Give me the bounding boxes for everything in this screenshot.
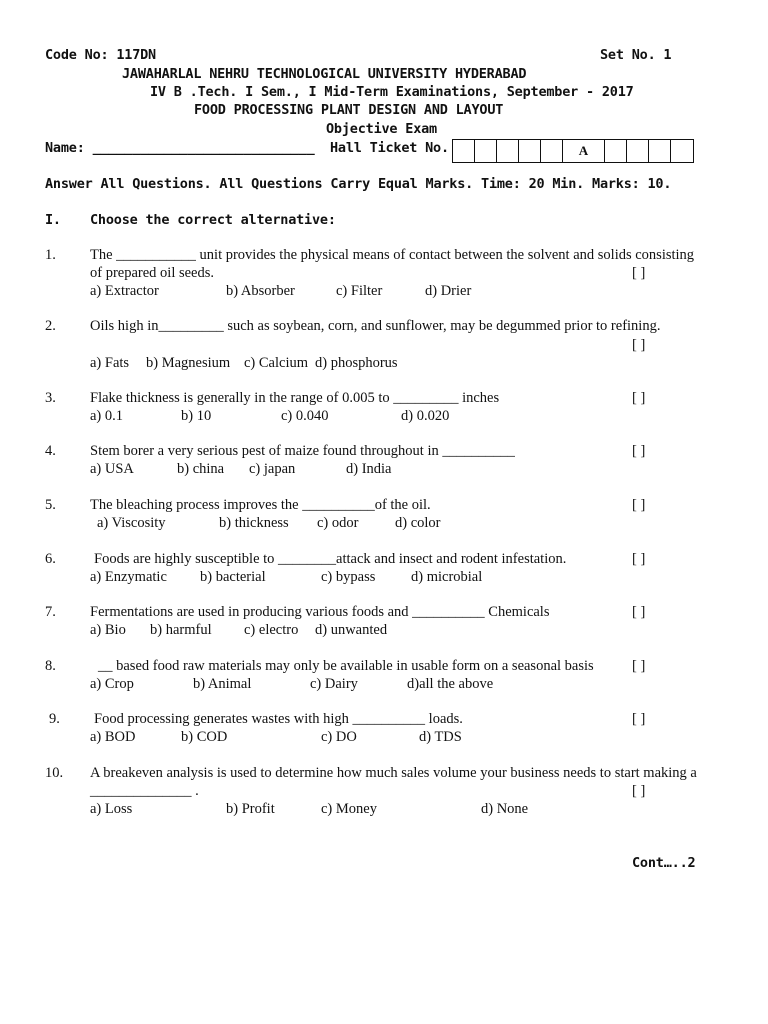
option-d[interactable]: d) microbial: [411, 569, 483, 585]
question-number: 2.: [45, 318, 56, 334]
answer-bracket[interactable]: [ ]: [632, 390, 646, 406]
question-text: Flake thickness is generally in the range of 0.005 to _________ inches: [90, 390, 500, 406]
option-d[interactable]: d) 0.020: [401, 408, 450, 424]
instructions: Answer All Questions. All Questions Carry Equal Marks. Time: 20 Min. Marks: 10.: [45, 176, 672, 192]
question-text: The ___________ unit provides the physical means of contact between the solvent and solids consisting: [90, 247, 695, 263]
option-b[interactable]: b) Absorber: [226, 283, 295, 299]
set-number: Set No. 1: [600, 47, 672, 63]
university-name: JAWAHARLAL NEHRU TECHNOLOGICAL UNIVERSITY HYDERABAD: [122, 66, 527, 82]
code-number: Code No: 117DN: [45, 47, 156, 63]
hall-ticket-cell[interactable]: A: [563, 140, 605, 162]
section-number: I.: [45, 212, 61, 228]
option-c[interactable]: c) odor: [317, 515, 359, 531]
hall-ticket-cell[interactable]: [519, 140, 541, 162]
answer-bracket[interactable]: [ ]: [632, 265, 646, 281]
option-d[interactable]: d) Drier: [425, 283, 472, 299]
question-text: Fermentations are used in producing various foods and __________ Chemicals: [90, 604, 550, 620]
option-b[interactable]: b) Profit: [226, 801, 275, 817]
option-b[interactable]: b) thickness: [219, 515, 289, 531]
option-a[interactable]: a) Bio: [90, 622, 126, 638]
exam-type: Objective Exam: [326, 121, 437, 137]
hall-ticket-cell[interactable]: [475, 140, 497, 162]
option-c[interactable]: c) Calcium: [244, 355, 309, 371]
option-a[interactable]: a) Viscosity: [97, 515, 166, 531]
question-number: 5.: [45, 497, 56, 513]
question-number: 8.: [45, 658, 56, 674]
hall-ticket-cell[interactable]: [541, 140, 563, 162]
question-text: Foods are highly susceptible to ________attack and insect and rodent infestation.: [94, 551, 567, 567]
option-b[interactable]: b) bacterial: [200, 569, 266, 585]
question-number: 7.: [45, 604, 56, 620]
option-b[interactable]: b) 10: [181, 408, 212, 424]
name-field[interactable]: Name: ____________________________: [45, 140, 315, 156]
option-d[interactable]: d) unwanted: [315, 622, 388, 638]
option-a[interactable]: a) Crop: [90, 676, 134, 692]
question-text: __ based food raw materials may only be available in usable form on a seasonal basis: [98, 658, 594, 674]
question-text-continued: ______________ .: [90, 783, 199, 799]
question-text: Stem borer a very serious pest of maize found throughout in __________: [90, 443, 515, 459]
question-text: Oils high in_________ such as soybean, corn, and sunflower, may be degummed prior to refining.: [90, 318, 661, 334]
option-a[interactable]: a) 0.1: [90, 408, 124, 424]
option-d[interactable]: d) TDS: [419, 729, 462, 745]
hall-ticket-cell[interactable]: [453, 140, 475, 162]
option-c[interactable]: c) DO: [321, 729, 357, 745]
answer-bracket[interactable]: [ ]: [632, 604, 646, 620]
option-d[interactable]: d) phosphorus: [315, 355, 398, 371]
hall-ticket-cell[interactable]: [671, 140, 693, 162]
answer-bracket[interactable]: [ ]: [632, 443, 646, 459]
option-c[interactable]: c) Dairy: [310, 676, 358, 692]
question-number: 1.: [45, 247, 56, 263]
answer-bracket[interactable]: [ ]: [632, 337, 646, 353]
question-text: The bleaching process improves the __________of the oil.: [90, 497, 431, 513]
option-d[interactable]: d)all the above: [407, 676, 494, 692]
hall-ticket-label: Hall Ticket No.: [330, 140, 449, 156]
option-c[interactable]: c) 0.040: [281, 408, 329, 424]
question-number: 3.: [45, 390, 56, 406]
option-a[interactable]: a) USA: [90, 461, 134, 477]
answer-bracket[interactable]: [ ]: [632, 783, 646, 799]
option-a[interactable]: a) Fats: [90, 355, 130, 371]
option-b[interactable]: b) Animal: [193, 676, 252, 692]
option-b[interactable]: b) china: [177, 461, 225, 477]
continued-note: Cont…..2: [632, 855, 696, 871]
option-c[interactable]: c) bypass: [321, 569, 376, 585]
answer-bracket[interactable]: [ ]: [632, 711, 646, 727]
option-c[interactable]: c) japan: [249, 461, 296, 477]
option-c[interactable]: c) Filter: [336, 283, 383, 299]
question-number: 9.: [49, 711, 60, 727]
question-text: A breakeven analysis is used to determine how much sales volume your business needs to start making a: [90, 765, 697, 781]
hall-ticket-cell[interactable]: [627, 140, 649, 162]
question-number: 6.: [45, 551, 56, 567]
hall-ticket-boxes[interactable]: [452, 139, 694, 163]
question-text-continued: of prepared oil seeds.: [90, 265, 215, 281]
option-a[interactable]: a) Extractor: [90, 283, 159, 299]
option-d[interactable]: d) None: [481, 801, 529, 817]
question-number: 10.: [45, 765, 64, 781]
option-a[interactable]: a) Loss: [90, 801, 133, 817]
question-text: Food processing generates wastes with high __________ loads.: [94, 711, 463, 727]
option-d[interactable]: d) India: [346, 461, 392, 477]
option-d[interactable]: d) color: [395, 515, 441, 531]
answer-bracket[interactable]: [ ]: [632, 658, 646, 674]
hall-ticket-cell[interactable]: [497, 140, 519, 162]
option-a[interactable]: a) Enzymatic: [90, 569, 167, 585]
option-a[interactable]: a) BOD: [90, 729, 136, 745]
answer-bracket[interactable]: [ ]: [632, 551, 646, 567]
hall-ticket-cell[interactable]: [649, 140, 671, 162]
option-c[interactable]: c) electro: [244, 622, 299, 638]
answer-bracket[interactable]: [ ]: [632, 497, 646, 513]
section-title: Choose the correct alternative:: [90, 212, 336, 228]
option-b[interactable]: b) COD: [181, 729, 228, 745]
option-b[interactable]: b) Magnesium: [146, 355, 231, 371]
option-c[interactable]: c) Money: [321, 801, 377, 817]
hall-ticket-cell[interactable]: [605, 140, 627, 162]
question-number: 4.: [45, 443, 56, 459]
subject-title: FOOD PROCESSING PLANT DESIGN AND LAYOUT: [194, 102, 504, 118]
exam-line: IV B .Tech. I Sem., I Mid-Term Examinations, September - 2017: [150, 84, 634, 100]
option-b[interactable]: b) harmful: [150, 622, 212, 638]
